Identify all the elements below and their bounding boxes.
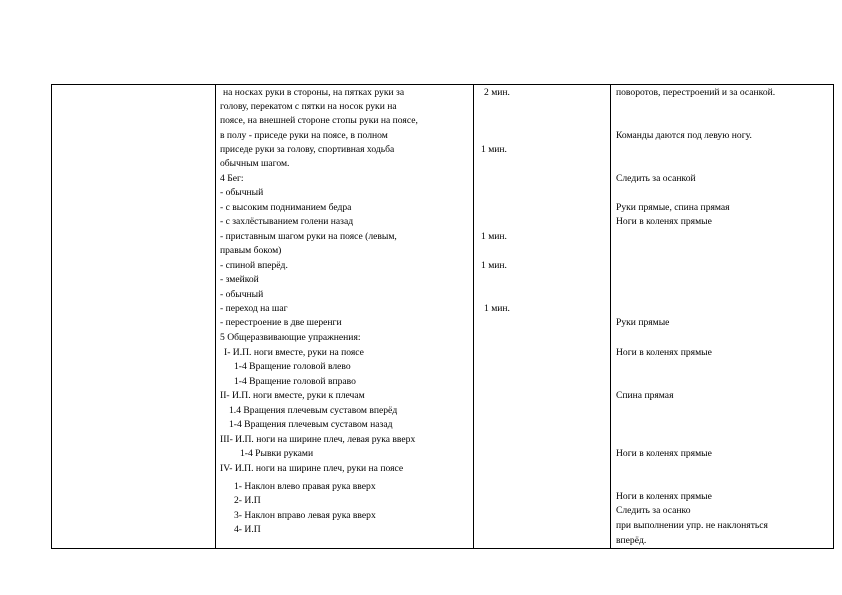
note-line: Спина прямая: [616, 390, 674, 401]
content-line: поясе, на внешней стороне стопы руки на поясе,: [220, 115, 418, 126]
content-line: 1-4 Рывки руками: [240, 448, 314, 459]
table-col-border-2: [215, 84, 216, 549]
content-line: - обычный: [220, 187, 264, 198]
table-col-border-4: [610, 84, 611, 549]
note-line: вперёд.: [616, 535, 647, 546]
note-line: Следить за осанкой: [616, 173, 696, 184]
table-col-border-1: [51, 84, 52, 549]
content-line: 5 Общеразвивающие упражнения:: [220, 332, 361, 343]
content-line: - спиной вперёд.: [220, 260, 288, 271]
content-line: приседе руки за голову, спортивная ходьба: [220, 144, 395, 155]
note-line: поворотов, перестроений и за осанкой.: [616, 87, 776, 98]
content-line: - переход на шаг: [220, 303, 288, 314]
content-line: 4 Бег:: [220, 173, 244, 184]
content-line: обычным шагом.: [220, 158, 290, 169]
content-line: правым боком): [220, 245, 282, 256]
note-line: Следить за осанко: [616, 505, 691, 516]
table-bottom-border: [51, 548, 834, 549]
note-line: Ноги в коленях прямые: [616, 491, 712, 502]
table-top-border: [51, 84, 834, 85]
duration-value: 1 мин.: [481, 260, 507, 271]
content-line: 1-4 Вращения плечевым суставом назад: [229, 419, 393, 430]
duration-value: 1 мин.: [481, 144, 507, 155]
content-line: - змейкой: [220, 274, 259, 285]
content-line: 1- Наклон влево правая рука вверх: [234, 481, 376, 492]
note-line: Команды даются под левую ногу.: [616, 130, 752, 141]
content-line: - перестроение в две шеренги: [220, 317, 342, 328]
content-line: 1-4 Вращение головой вправо: [234, 376, 356, 387]
content-line: 4- И.П: [234, 524, 261, 535]
content-line: IV- И.П. ноги на ширине плеч, руки на поясе: [220, 463, 404, 474]
content-line: I- И.П. ноги вместе, руки на поясе: [224, 347, 364, 358]
note-line: Ноги в коленях прямые: [616, 347, 712, 358]
content-line: голову, перекатом с пятки на носок руки на: [220, 101, 397, 112]
note-line: Ноги в коленях прямые: [616, 216, 712, 227]
content-line: 3- Наклон вправо левая рука вверх: [234, 510, 376, 521]
content-line: - обычный: [220, 289, 264, 300]
content-line: III- И.П. ноги на ширине плеч, левая рука вверх: [220, 434, 416, 445]
content-line: - с захлёстыванием голени назад: [220, 216, 354, 227]
note-line: Руки прямые: [616, 317, 670, 328]
content-line: на носках руки в стороны, на пятках руки за: [223, 87, 405, 98]
duration-value: 1 мин.: [481, 231, 507, 242]
duration-value: 1 мин.: [484, 303, 510, 314]
content-line: 1-4 Вращение головой влево: [234, 361, 351, 372]
duration-value: 2 мин.: [484, 87, 510, 98]
content-line: - с высоким подниманием бедра: [220, 202, 352, 213]
note-line: Ноги в коленях прямые: [616, 448, 712, 459]
content-line: в полу - приседе руки на поясе, в полном: [220, 130, 388, 141]
content-line: 2- И.П: [234, 495, 261, 506]
content-line: - приставным шагом руки на поясе (левым,: [220, 231, 397, 242]
content-line: 1.4 Вращения плечевым суставом вперёд: [229, 405, 398, 416]
note-line: при выполнении упр. не наклоняться: [616, 520, 768, 531]
table-col-border-5: [833, 84, 834, 549]
table-col-border-3: [473, 84, 474, 549]
content-line: II- И.П. ноги вместе, руки к плечам: [220, 390, 365, 401]
note-line: Руки прямые, спина прямая: [616, 202, 730, 213]
